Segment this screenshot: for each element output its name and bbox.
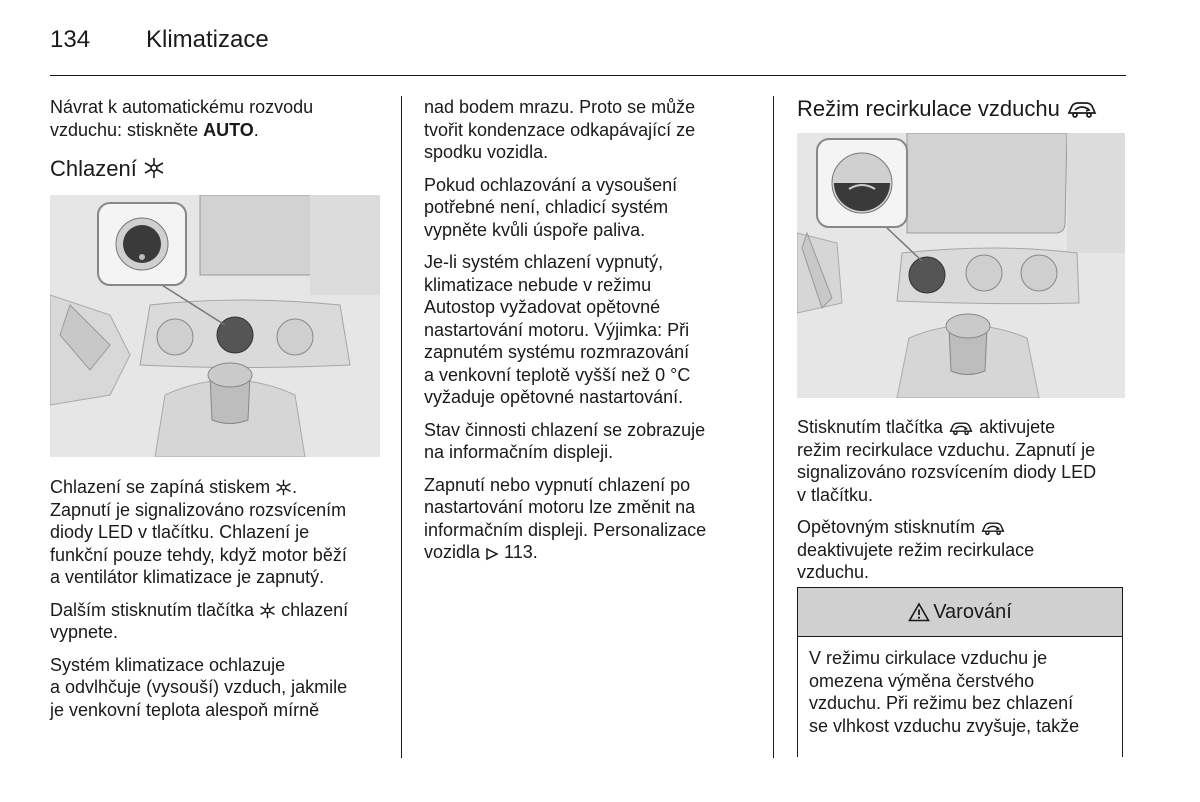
recirculation-paragraph-2: Opětovným stisknutím deaktivujete režim recirkulace vzduchu. bbox=[797, 517, 1035, 582]
snowflake-icon bbox=[275, 479, 292, 496]
snowflake-icon bbox=[143, 157, 165, 179]
cooling-paragraph-2: Dalším stisknutím tlačítka chlazení vypnete. bbox=[50, 599, 349, 642]
page-number: 134 bbox=[50, 26, 91, 53]
header-rule bbox=[50, 75, 1126, 76]
cooling-button-photo bbox=[50, 195, 380, 457]
warning-body: V režimu cirkulace vzduchu je omezena výměna čerstvého vzduchu. Při režimu bez chlazení se vlhkost vzduchu zvyšuje, takže bbox=[809, 648, 1080, 736]
column-divider-right bbox=[773, 96, 774, 758]
recirculation-heading: Režim recirkulace vzduchu bbox=[797, 96, 1098, 122]
intro-paragraph bbox=[50, 96, 380, 151]
page-reference[interactable]: 113. bbox=[504, 542, 538, 562]
page-title: Klimatizace bbox=[146, 26, 269, 53]
warning-box bbox=[797, 587, 1123, 757]
cooling-paragraph-1: Chlazení se zapíná stiskem . Zapnutí je signalizováno rozsvícením diody LED v tlačítku. Chlazení je funkční pouze tehdy, když motor běží a ventilátor klimatizace je zapnutý. bbox=[50, 477, 347, 587]
text-line: Návrat k automatickému rozvodu bbox=[50, 97, 314, 117]
warning-triangle-icon bbox=[908, 602, 930, 622]
recirculation-text bbox=[797, 416, 1127, 594]
paragraph: nad bodem mrazu. Proto se může tvořit kondenzace odkapávající ze spodku vozidla. bbox=[424, 97, 696, 162]
paragraph: Pokud ochlazování a vysoušení potřebné není, chladicí systém vypněte kvůli úspoře paliva. bbox=[424, 174, 678, 240]
paragraph: Zapnutí nebo vypnutí chlazení po nastartování motoru lze změnit na informačním displeji. Personalizace vozidla 113. bbox=[424, 474, 707, 562]
text-line: vzduchu: stiskněte AUTO. bbox=[50, 119, 259, 140]
recirculation-paragraph-1: Stisknutím tlačítka aktivujete režim recirkulace vzduchu. Zapnutí je signalizováno rozsvícením diody LED v tlačítku. bbox=[797, 417, 1097, 505]
recirculation-button-photo bbox=[797, 133, 1125, 398]
auto-keyword: AUTO bbox=[203, 119, 254, 140]
cooling-heading: Chlazení bbox=[50, 156, 165, 182]
warning-header bbox=[798, 588, 1122, 637]
middle-column bbox=[424, 96, 754, 574]
recirculation-icon bbox=[1066, 99, 1098, 119]
snowflake-icon bbox=[259, 602, 276, 619]
warning-title: Varování bbox=[933, 600, 1012, 623]
paragraph: Je-li systém chlazení vypnutý, klimatizace nebude v režimu Autostop vyžadovat opětovné nastartování motoru. Výjimka: Při zapnutém systému rozmrazování a venkovní teplotě vyšší než 0 °C vyžaduje opětovné nastartování. bbox=[424, 252, 691, 407]
recirculation-icon bbox=[948, 420, 974, 436]
cooling-text bbox=[50, 476, 380, 731]
recirculation-icon bbox=[980, 520, 1006, 536]
column-divider-left bbox=[401, 96, 402, 758]
cooling-paragraph-3: Systém klimatizace ochlazuje a odvlhčuje (vysouší) vzduch, jakmile je venkovní teplota alespoň mírně bbox=[50, 654, 348, 720]
page-reference-arrow-icon bbox=[485, 547, 499, 561]
paragraph: Stav činnosti chlazení se zobrazuje na informačním displeji. bbox=[424, 419, 706, 462]
